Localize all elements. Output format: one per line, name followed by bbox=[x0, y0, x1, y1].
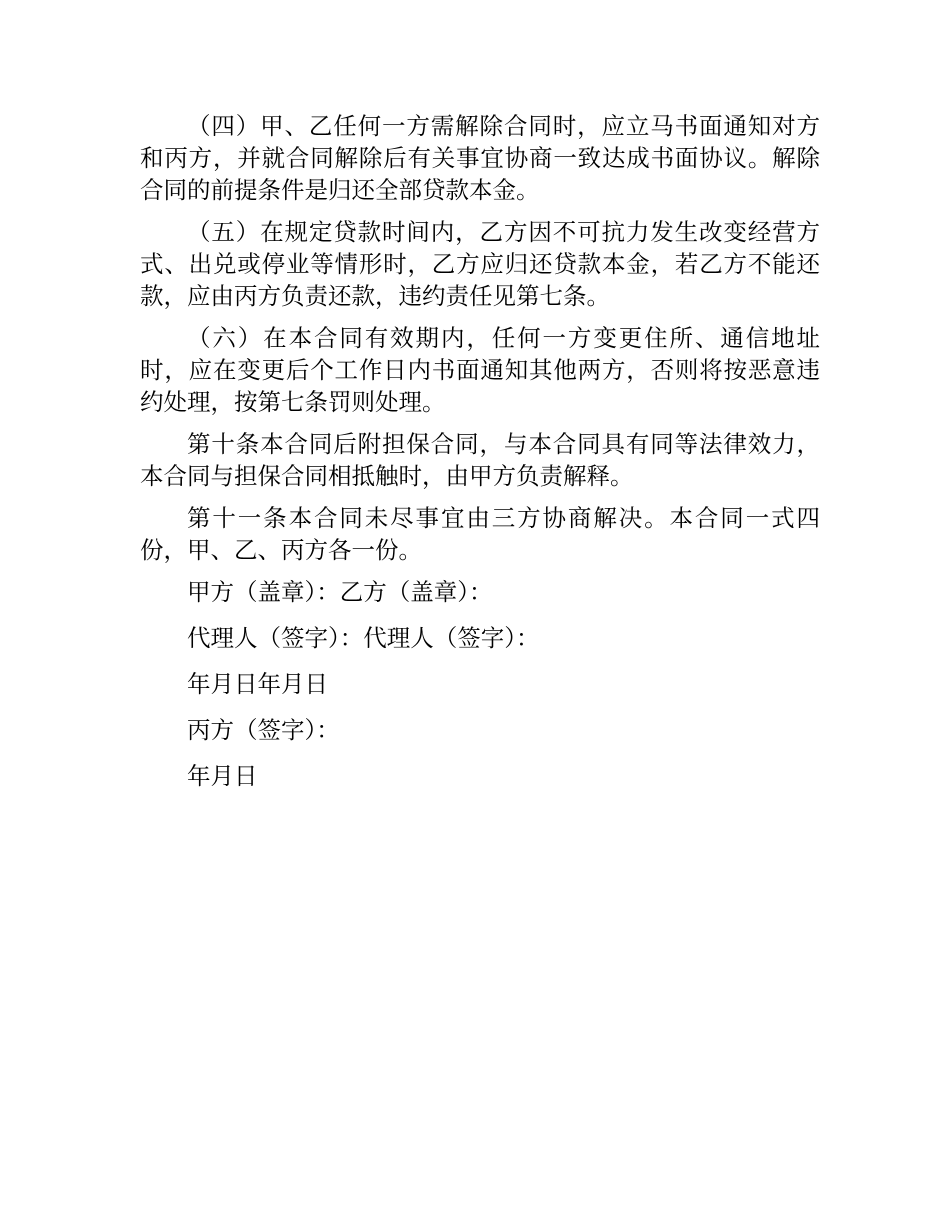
signature-block bbox=[140, 576, 820, 792]
article-10-paragraph: 第十条本合同后附担保合同，与本合同具有同等法律效力，本合同与担保合同相抵触时，由甲方负责解释。 bbox=[140, 430, 820, 490]
article-11-paragraph: 第十一条本合同未尽事宜由三方协商解决。本合同一式四份，甲、乙、丙方各一份。 bbox=[140, 504, 820, 564]
clause-4-paragraph: （四）甲、乙任何一方需解除合同时，应立马书面通知对方和丙方，并就合同解除后有关事宜协商一致达成书面协议。解除合同的前提条件是归还全部贷款本金。 bbox=[140, 112, 820, 204]
clause-5-paragraph: （五）在规定贷款时间内，乙方因不可抗力发生改变经营方式、出兑或停业等情形时，乙方应归还贷款本金，若乙方不能还款，应由丙方负责还款，违约责任见第七条。 bbox=[140, 218, 820, 310]
parties-seal-line: 甲方（盖章）：乙方（盖章）： bbox=[187, 578, 493, 606]
clause-6-paragraph: （六）在本合同有效期内，任何一方变更住所、通信地址时，应在变更后个工作日内书面通知其他两方，否则将按恶意违约处理，按第七条罚则处理。 bbox=[140, 324, 820, 416]
dates-ab-line: 年月日年月日 bbox=[187, 670, 328, 698]
date-c-line: 年月日 bbox=[187, 762, 258, 790]
document-body bbox=[140, 110, 820, 806]
party-c-sign-line: 丙方（签字）： bbox=[187, 716, 340, 744]
agents-sign-line: 代理人（签字）：代理人（签字）： bbox=[187, 624, 540, 652]
